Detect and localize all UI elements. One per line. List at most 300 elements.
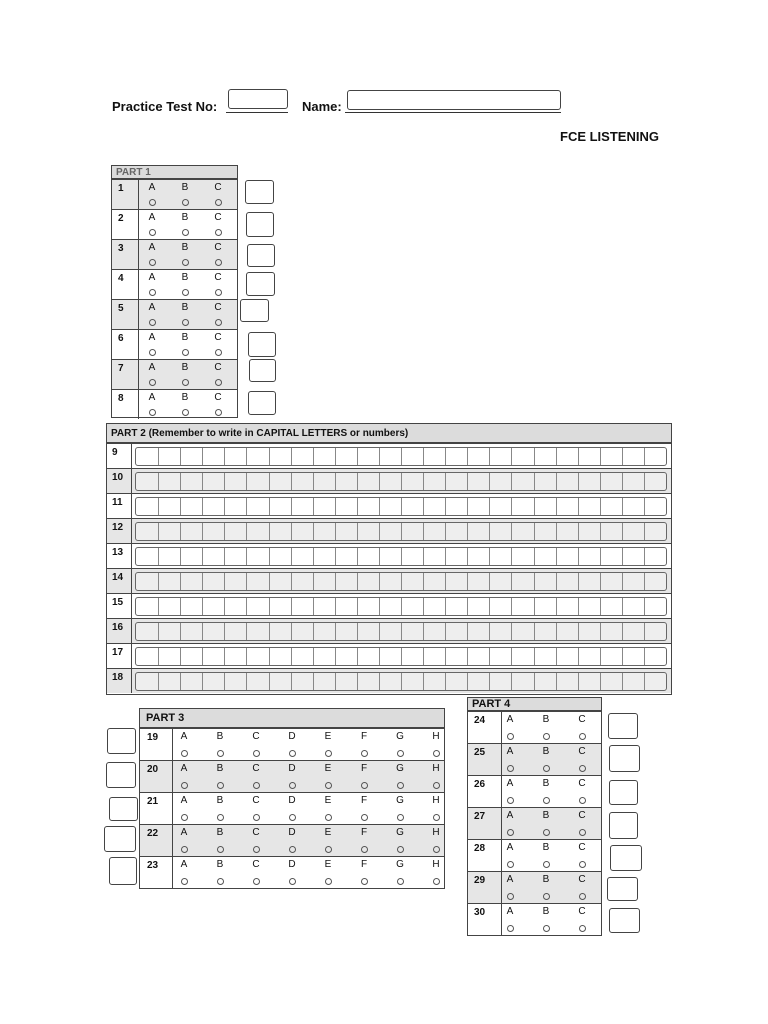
part3-option-label: E (324, 763, 332, 774)
letter-cell-divider (489, 673, 490, 690)
part3-answer-bubble[interactable] (325, 846, 332, 853)
part4-mark-box[interactable] (609, 812, 638, 839)
part4-answer-bubble[interactable] (543, 733, 550, 740)
letter-cell-divider (379, 448, 380, 465)
part4-option-label: A (506, 874, 514, 885)
letter-cell-divider (622, 473, 623, 490)
column-divider (138, 360, 139, 389)
part4-option-label: A (506, 906, 514, 917)
part1-answer-bubble[interactable] (182, 349, 189, 356)
part2-question-row (107, 593, 671, 618)
letter-cell-divider (357, 498, 358, 515)
part1-answer-bubble[interactable] (215, 379, 222, 386)
part1-title: PART 1 (112, 166, 237, 179)
letter-cell-divider (511, 473, 512, 490)
part1-option-label: C (214, 272, 222, 283)
part3-answer-bubble[interactable] (397, 750, 404, 757)
part1-option-label: B (181, 332, 189, 343)
letter-cell-divider (180, 498, 181, 515)
part3-answer-bubble[interactable] (289, 814, 296, 821)
part3-question-number: 22 (147, 828, 159, 839)
part3-mark-box[interactable] (107, 728, 136, 754)
letter-cell-divider (578, 448, 579, 465)
letter-cell-divider (401, 523, 402, 540)
part4-mark-box[interactable] (609, 780, 638, 805)
letter-cell-divider (622, 673, 623, 690)
letter-cell-divider (467, 573, 468, 590)
letter-cell-divider (445, 448, 446, 465)
part1-answer-table (111, 165, 238, 418)
letter-cell-divider (291, 648, 292, 665)
letter-cell-divider (644, 673, 645, 690)
letter-cell-divider (556, 673, 557, 690)
part1-answer-bubble[interactable] (182, 289, 189, 296)
part2-question-number: 16 (112, 622, 124, 633)
letter-cell-divider (158, 448, 159, 465)
part3-option-label: A (180, 763, 188, 774)
column-divider (501, 904, 502, 935)
letter-cell-divider (511, 523, 512, 540)
part2-question-number: 9 (112, 447, 118, 458)
letter-cell-divider (202, 548, 203, 565)
part3-answer-bubble[interactable] (433, 750, 440, 757)
part4-option-label: C (578, 746, 586, 757)
part2-question-number: 13 (112, 547, 124, 558)
part3-answer-bubble[interactable] (253, 814, 260, 821)
practice-test-label: Practice Test No: (112, 99, 218, 114)
part3-answer-bubble[interactable] (325, 782, 332, 789)
part1-answer-bubble[interactable] (215, 289, 222, 296)
part1-mark-box[interactable] (249, 359, 276, 382)
letter-cell-divider (202, 498, 203, 515)
part1-mark-box[interactable] (240, 299, 269, 322)
part4-question-row (468, 775, 601, 807)
part1-answer-bubble[interactable] (182, 319, 189, 326)
letter-cell-divider (246, 473, 247, 490)
part3-option-label: E (324, 795, 332, 806)
part1-answer-bubble[interactable] (215, 319, 222, 326)
part4-answer-bubble[interactable] (507, 765, 514, 772)
part3-answer-bubble[interactable] (361, 878, 368, 885)
part4-mark-box[interactable] (607, 877, 638, 901)
letter-cell-divider (379, 623, 380, 640)
part4-answer-bubble[interactable] (579, 765, 586, 772)
part1-option-label: A (148, 242, 156, 253)
part3-question-number: 19 (147, 732, 159, 743)
part3-answer-bubble[interactable] (217, 782, 224, 789)
part3-option-label: A (180, 795, 188, 806)
letter-cell-divider (534, 523, 535, 540)
letter-cell-divider (445, 648, 446, 665)
column-divider (131, 494, 132, 518)
part3-answer-bubble[interactable] (217, 814, 224, 821)
part3-option-label: E (324, 859, 332, 870)
column-divider (131, 569, 132, 593)
column-divider (131, 669, 132, 693)
part4-question-number: 26 (474, 779, 486, 790)
letter-cell-divider (335, 623, 336, 640)
letter-cell-divider (423, 523, 424, 540)
letter-cell-divider (313, 573, 314, 590)
letter-cell-divider (401, 498, 402, 515)
part3-option-label: G (396, 731, 404, 742)
part4-answer-bubble[interactable] (507, 829, 514, 836)
part3-question-number: 20 (147, 764, 159, 775)
part1-answer-bubble[interactable] (149, 259, 156, 266)
part3-answer-bubble[interactable] (217, 750, 224, 757)
part4-answer-bubble[interactable] (543, 861, 550, 868)
part3-answer-bubble[interactable] (181, 750, 188, 757)
letter-cell-divider (556, 598, 557, 615)
letter-cell-divider (291, 623, 292, 640)
column-divider (501, 776, 502, 807)
part3-option-label: A (180, 827, 188, 838)
part3-answer-bubble[interactable] (397, 878, 404, 885)
letter-cell-divider (313, 548, 314, 565)
letter-cell-divider (511, 548, 512, 565)
part3-answer-bubble[interactable] (181, 878, 188, 885)
column-divider (501, 840, 502, 871)
letter-cell-divider (180, 473, 181, 490)
column-divider (138, 390, 139, 419)
part2-answer-field[interactable] (135, 647, 667, 666)
letter-cell-divider (534, 598, 535, 615)
part2-question-number: 14 (112, 572, 124, 583)
part4-answer-bubble[interactable] (543, 829, 550, 836)
part4-answer-bubble[interactable] (543, 765, 550, 772)
practice-test-number-field[interactable] (228, 89, 288, 109)
part3-answer-bubble[interactable] (181, 782, 188, 789)
part4-option-label: B (542, 842, 550, 853)
part4-answer-bubble[interactable] (507, 797, 514, 804)
column-divider (172, 793, 173, 824)
part3-answer-bubble[interactable] (361, 814, 368, 821)
part1-answer-bubble[interactable] (149, 289, 156, 296)
part1-mark-box[interactable] (248, 391, 276, 415)
part2-answer-field[interactable] (135, 572, 667, 591)
part4-answer-bubble[interactable] (543, 797, 550, 804)
part3-answer-bubble[interactable] (433, 814, 440, 821)
part3-option-label: A (180, 731, 188, 742)
letter-cell-divider (467, 548, 468, 565)
letter-cell-divider (489, 548, 490, 565)
letter-cell-divider (445, 623, 446, 640)
part1-option-label: B (181, 302, 189, 313)
part3-question-row (140, 856, 444, 888)
part4-question-number: 28 (474, 843, 486, 854)
letter-cell-divider (335, 573, 336, 590)
part3-question-number: 23 (147, 860, 159, 871)
part1-question-row (112, 389, 237, 419)
letter-cell-divider (224, 473, 225, 490)
part2-question-row (107, 518, 671, 543)
part4-answer-bubble[interactable] (507, 733, 514, 740)
part2-question-row (107, 643, 671, 668)
part4-question-number: 24 (474, 715, 486, 726)
part4-answer-bubble[interactable] (507, 925, 514, 932)
column-divider (138, 300, 139, 329)
letter-cell-divider (622, 498, 623, 515)
part4-answer-bubble[interactable] (579, 893, 586, 900)
part1-answer-bubble[interactable] (215, 409, 222, 416)
part1-answer-bubble[interactable] (215, 229, 222, 236)
part3-answer-bubble[interactable] (433, 782, 440, 789)
letter-cell-divider (489, 448, 490, 465)
part4-mark-box[interactable] (608, 713, 638, 739)
letter-cell-divider (202, 573, 203, 590)
letter-cell-divider (224, 648, 225, 665)
column-divider (172, 825, 173, 856)
part4-mark-box[interactable] (609, 908, 640, 933)
part2-answer-field[interactable] (135, 597, 667, 616)
letter-cell-divider (158, 473, 159, 490)
part1-answer-bubble[interactable] (182, 409, 189, 416)
letter-cell-divider (158, 498, 159, 515)
column-divider (138, 270, 139, 299)
letter-cell-divider (202, 673, 203, 690)
letter-cell-divider (423, 448, 424, 465)
part3-option-label: G (396, 859, 404, 870)
part1-answer-bubble[interactable] (182, 229, 189, 236)
part3-option-label: F (360, 731, 368, 742)
letter-cell-divider (644, 473, 645, 490)
part4-question-row (468, 839, 601, 871)
letter-cell-divider (556, 498, 557, 515)
part2-answer-field[interactable] (135, 522, 667, 541)
part3-option-label: E (324, 731, 332, 742)
part4-answer-bubble[interactable] (579, 861, 586, 868)
part3-mark-box[interactable] (109, 797, 138, 821)
name-field[interactable] (347, 90, 561, 110)
part3-question-number: 21 (147, 796, 159, 807)
part3-answer-bubble[interactable] (181, 814, 188, 821)
letter-cell-divider (246, 573, 247, 590)
letter-cell-divider (379, 573, 380, 590)
part4-mark-box[interactable] (610, 845, 642, 871)
part1-mark-box[interactable] (246, 212, 274, 237)
part4-answer-bubble[interactable] (543, 893, 550, 900)
part4-answer-bubble[interactable] (507, 893, 514, 900)
part3-answer-bubble[interactable] (289, 782, 296, 789)
letter-cell-divider (467, 498, 468, 515)
part2-answer-field[interactable] (135, 547, 667, 566)
column-divider (138, 210, 139, 239)
letter-cell-divider (246, 673, 247, 690)
part3-answer-bubble[interactable] (325, 878, 332, 885)
letter-cell-divider (644, 548, 645, 565)
part3-mark-box[interactable] (106, 762, 136, 788)
part1-mark-box[interactable] (246, 272, 275, 296)
part4-question-number: 27 (474, 811, 486, 822)
part3-answer-bubble[interactable] (181, 846, 188, 853)
part1-question-number: 4 (118, 273, 124, 284)
part4-option-label: B (542, 746, 550, 757)
part4-option-label: C (578, 778, 586, 789)
letter-cell-divider (401, 548, 402, 565)
letter-cell-divider (357, 573, 358, 590)
letter-cell-divider (423, 548, 424, 565)
letter-cell-divider (335, 498, 336, 515)
part3-answer-bubble[interactable] (397, 782, 404, 789)
letter-cell-divider (202, 473, 203, 490)
letter-cell-divider (423, 673, 424, 690)
letter-cell-divider (423, 598, 424, 615)
part3-option-label: H (432, 763, 440, 774)
part1-question-number: 1 (118, 183, 124, 194)
letter-cell-divider (224, 673, 225, 690)
part4-answer-bubble[interactable] (579, 829, 586, 836)
part3-answer-bubble[interactable] (289, 878, 296, 885)
part1-answer-bubble[interactable] (215, 199, 222, 206)
letter-cell-divider (644, 648, 645, 665)
letter-cell-divider (489, 623, 490, 640)
letter-cell-divider (511, 648, 512, 665)
part3-answer-bubble[interactable] (433, 846, 440, 853)
part1-answer-bubble[interactable] (182, 259, 189, 266)
letter-cell-divider (489, 598, 490, 615)
part2-answer-table (106, 423, 672, 695)
letter-cell-divider (489, 498, 490, 515)
part1-answer-bubble[interactable] (182, 199, 189, 206)
letter-cell-divider (556, 473, 557, 490)
letter-cell-divider (423, 473, 424, 490)
page-title: FCE LISTENING (560, 129, 659, 144)
part3-answer-bubble[interactable] (253, 846, 260, 853)
column-divider (131, 544, 132, 568)
part3-answer-bubble[interactable] (361, 846, 368, 853)
part1-option-label: A (148, 332, 156, 343)
column-divider (501, 744, 502, 775)
part3-mark-box[interactable] (109, 857, 137, 885)
part2-question-row (107, 543, 671, 568)
column-divider (138, 180, 139, 209)
part1-option-label: B (181, 182, 189, 193)
part3-option-label: H (432, 731, 440, 742)
part4-question-row (468, 903, 601, 935)
part1-option-label: C (214, 212, 222, 223)
part1-question-number: 6 (118, 333, 124, 344)
part2-question-number: 12 (112, 522, 124, 533)
part3-option-label: H (432, 859, 440, 870)
part4-answer-bubble[interactable] (579, 797, 586, 804)
letter-cell-divider (313, 648, 314, 665)
letter-cell-divider (180, 673, 181, 690)
part4-option-label: B (542, 714, 550, 725)
part3-answer-bubble[interactable] (361, 782, 368, 789)
letter-cell-divider (246, 598, 247, 615)
letter-cell-divider (534, 648, 535, 665)
part4-answer-bubble[interactable] (543, 925, 550, 932)
part4-answer-bubble[interactable] (579, 925, 586, 932)
letter-cell-divider (556, 623, 557, 640)
letter-cell-divider (246, 523, 247, 540)
part2-answer-field[interactable] (135, 672, 667, 691)
part1-option-label: B (181, 362, 189, 373)
part4-answer-bubble[interactable] (507, 861, 514, 868)
part3-option-label: B (216, 731, 224, 742)
part1-answer-bubble[interactable] (149, 349, 156, 356)
part1-mark-box[interactable] (248, 332, 276, 357)
letter-cell-divider (180, 598, 181, 615)
part4-option-label: C (578, 714, 586, 725)
part3-answer-bubble[interactable] (253, 750, 260, 757)
part4-option-label: A (506, 746, 514, 757)
part3-answer-bubble[interactable] (289, 750, 296, 757)
letter-cell-divider (644, 598, 645, 615)
part4-mark-box[interactable] (609, 745, 640, 772)
part2-question-row (107, 668, 671, 693)
letter-cell-divider (269, 548, 270, 565)
part3-mark-box[interactable] (104, 826, 136, 852)
part1-question-row (112, 269, 237, 299)
part3-answer-bubble[interactable] (289, 846, 296, 853)
part3-answer-bubble[interactable] (253, 878, 260, 885)
part1-answer-bubble[interactable] (149, 229, 156, 236)
part4-answer-bubble[interactable] (579, 733, 586, 740)
part1-option-label: B (181, 242, 189, 253)
letter-cell-divider (379, 648, 380, 665)
part3-question-row (140, 728, 444, 760)
part2-question-number: 11 (112, 497, 123, 508)
letter-cell-divider (489, 573, 490, 590)
part1-mark-box[interactable] (245, 180, 274, 204)
letter-cell-divider (401, 573, 402, 590)
part3-answer-bubble[interactable] (361, 750, 368, 757)
part3-answer-bubble[interactable] (217, 878, 224, 885)
part1-answer-bubble[interactable] (149, 319, 156, 326)
part4-question-row (468, 807, 601, 839)
part3-answer-bubble[interactable] (325, 814, 332, 821)
letter-cell-divider (578, 498, 579, 515)
part2-answer-field[interactable] (135, 497, 667, 516)
letter-cell-divider (534, 548, 535, 565)
part2-question-row (107, 618, 671, 643)
part2-answer-field[interactable] (135, 447, 667, 466)
letter-cell-divider (313, 673, 314, 690)
letter-cell-divider (489, 523, 490, 540)
part2-answer-field[interactable] (135, 622, 667, 641)
part1-mark-box[interactable] (247, 244, 275, 267)
part1-answer-bubble[interactable] (149, 379, 156, 386)
letter-cell-divider (600, 498, 601, 515)
part1-answer-bubble[interactable] (215, 349, 222, 356)
part1-answer-bubble[interactable] (182, 379, 189, 386)
letter-cell-divider (158, 673, 159, 690)
letter-cell-divider (534, 498, 535, 515)
part2-question-number: 17 (112, 647, 124, 658)
part4-option-label: A (506, 810, 514, 821)
letter-cell-divider (578, 573, 579, 590)
part1-answer-bubble[interactable] (149, 199, 156, 206)
part1-option-label: C (214, 302, 222, 313)
part3-answer-bubble[interactable] (253, 782, 260, 789)
part3-option-label: C (252, 859, 260, 870)
part1-answer-bubble[interactable] (215, 259, 222, 266)
part3-answer-bubble[interactable] (325, 750, 332, 757)
letter-cell-divider (357, 523, 358, 540)
part2-answer-field[interactable] (135, 472, 667, 491)
letter-cell-divider (180, 573, 181, 590)
letter-cell-divider (600, 448, 601, 465)
part3-answer-bubble[interactable] (397, 814, 404, 821)
letter-cell-divider (291, 473, 292, 490)
part1-answer-bubble[interactable] (149, 409, 156, 416)
part3-answer-bubble[interactable] (397, 846, 404, 853)
letter-cell-divider (622, 598, 623, 615)
part3-answer-bubble[interactable] (433, 878, 440, 885)
part3-answer-bubble[interactable] (217, 846, 224, 853)
part1-option-label: A (148, 182, 156, 193)
